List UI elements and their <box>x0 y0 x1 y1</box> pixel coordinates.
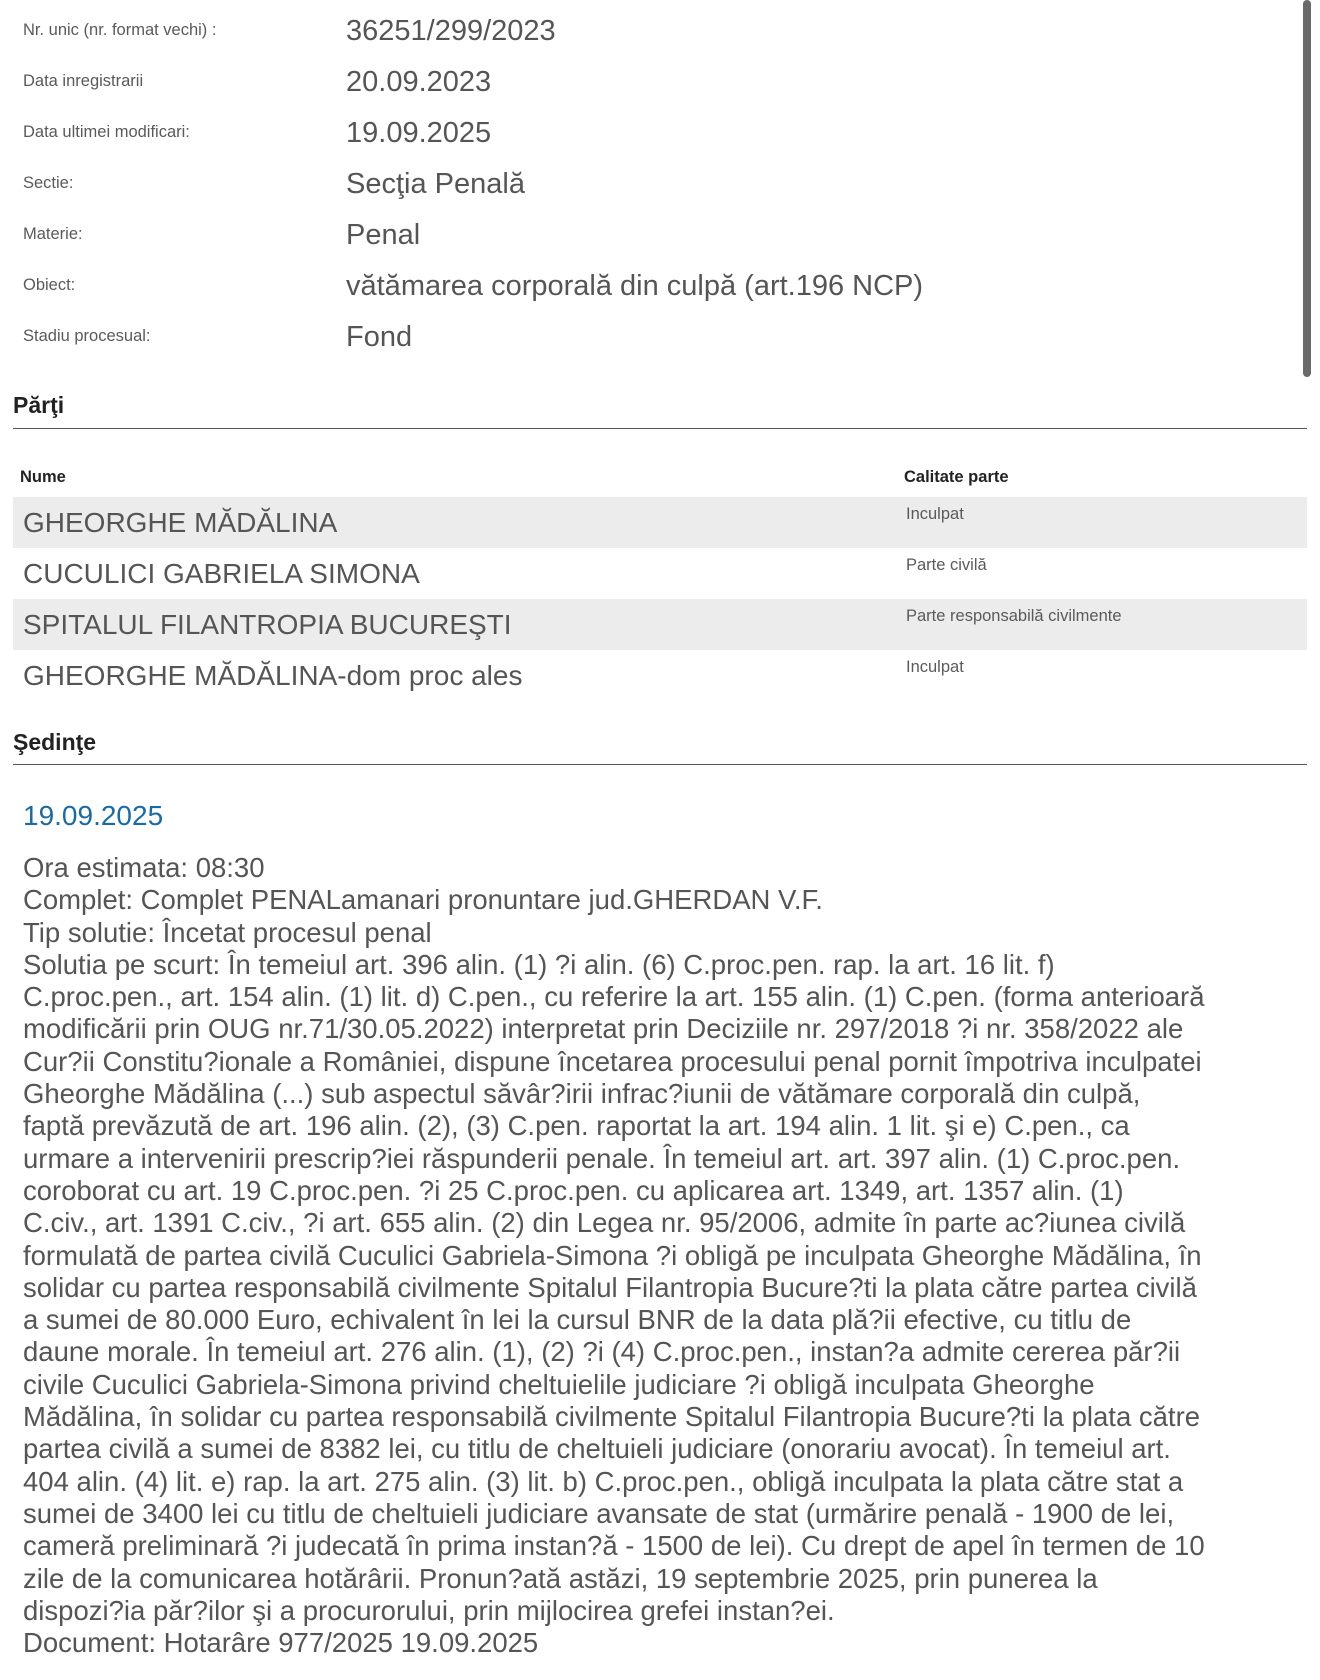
detail-row-nr-unic <box>0 15 1300 66</box>
session-line: solidar cu partea responsabilă civilmente Spitalul Filantropia Bucure?ti la plata către partea civilă <box>23 1271 1197 1303</box>
party-role: Parte civilă <box>906 556 987 574</box>
session-line: partea civilă a sumei de 8382 lei, cu titlu de cheltuieli judiciare (onorariu avocat). În temeiul art. <box>23 1433 1171 1465</box>
section-divider <box>13 428 1307 429</box>
session-line: civile Cuculici Gabriela-Simona privind cheltuielile judiciare ?i obligă inculpata Gheorghe <box>23 1368 1095 1400</box>
session-line: Ora estimata: 08:30 <box>23 852 265 883</box>
detail-value: 20.09.2023 <box>346 66 492 98</box>
section-divider <box>13 764 1307 765</box>
session-line: Complet: Complet PENALamanari pronuntare jud.GHERDAN V.F. <box>23 884 823 916</box>
detail-row-data-modificari <box>0 117 1300 168</box>
party-name: GHEORGHE MĂDĂLINA-dom proc ales <box>23 660 523 691</box>
detail-value: 36251/299/2023 <box>346 15 556 47</box>
session-line: 404 alin. (4) lit. e) rap. la art. 275 alin. (3) lit. b) C.proc.pen., obligă inculpata la plata către stat a <box>23 1465 1184 1497</box>
detail-row-data-inregistrarii <box>0 66 1300 117</box>
session-line: C.civ., art. 1391 C.civ., ?i art. 655 alin. (2) din Legea nr. 95/2006, admite în parte ac?iunea civilă <box>23 1207 1186 1239</box>
detail-label: Sectie: <box>23 174 74 192</box>
session-line: Cur?ii Constitu?ionale a României, dispune încetarea procesului penal pornit împotriva inculpatei <box>23 1045 1202 1077</box>
detail-row-obiect <box>0 270 1300 321</box>
detail-value: vătămarea corporală din culpă (art.196 NCP) <box>346 270 924 302</box>
session-document[interactable]: Document: Hotarâre 977/2025 19.09.2025 <box>23 1627 539 1659</box>
scrollbar[interactable] <box>1303 0 1311 377</box>
detail-row-sectie <box>0 168 1300 219</box>
party-role: Inculpat <box>906 658 964 676</box>
session-line: Tip solutie: Încetat procesul penal <box>23 916 432 948</box>
party-name: GHEORGHE MĂDĂLINA <box>23 507 338 538</box>
session-line: Gheorghe Mădălina (...) sub aspectul săvâr?irii infrac?iunii de vătămare corporală din culpă, <box>23 1078 1141 1110</box>
session-line: zile de la comunicarea hotărârii. Pronun?ată astăzi, 19 septembrie 2025, prin punerea la <box>23 1562 1098 1594</box>
session-line: a sumei de 80.000 Euro, echivalent în lei la cursul BNR de la data plă?ii efective, cu titlu de <box>23 1304 1132 1336</box>
session-date: 19.09.2025 <box>23 800 164 831</box>
party-role: Parte responsabilă civilmente <box>906 607 1122 625</box>
session-line: dispozi?ia păr?ilor şi a procurorului, prin mijlocirea grefei instan?ei. <box>23 1594 835 1626</box>
parti-section-title: Părţi <box>13 392 65 418</box>
session-line: Mădălina, în solidar cu partea responsabilă civilmente Spitalul Filantropia Bucure?ti la plata către <box>23 1401 1201 1433</box>
detail-label: Nr. unic (nr. format vechi) : <box>23 21 217 39</box>
detail-label: Data ultimei modificari: <box>23 123 190 141</box>
party-role: Inculpat <box>906 505 964 523</box>
detail-label: Data inregistrarii <box>23 72 144 90</box>
sedinte-section-title: Şedinţe <box>13 729 97 755</box>
session-line: modificării prin OUG nr.71/30.05.2022) interpretat prin Deciziile nr. 297/2018 ?i nr. 358/2022 ale <box>23 1013 1184 1045</box>
session-line: formulată de partea civilă Cuculici Gabriela-Simona ?i obligă pe inculpata Gheorghe Mădălina, în <box>23 1239 1202 1271</box>
session-line: faptă prevăzută de art. 196 alin. (2), (3) C.pen. raportat la art. 194 alin. 1 lit. şi e) C.pen., ca <box>23 1110 1130 1142</box>
party-name: CUCULICI GABRIELA SIMONA <box>23 558 420 589</box>
detail-value: 19.09.2025 <box>346 117 492 149</box>
detail-row-materie <box>0 219 1300 270</box>
session-line: coroborat cu art. 19 C.proc.pen. ?i 25 C.proc.pen. cu aplicarea art. 1349, art. 1357 alin. (1) <box>23 1174 1124 1206</box>
table-row <box>13 548 1307 599</box>
session-details <box>23 852 1313 1659</box>
table-row <box>13 599 1307 650</box>
detail-label: Stadiu procesual: <box>23 327 151 345</box>
session-line: urmare a intervenirii prescrip?iei răspunderii penale. În temeiul art. art. 397 alin. (1) C.proc.pen. <box>23 1142 1181 1174</box>
session-line: C.proc.pen., art. 154 alin. (1) lit. d) C.pen., cu referire la art. 155 alin. (1) C.pen. (forma anterioară <box>23 981 1205 1013</box>
detail-value: Secţia Penală <box>346 168 525 200</box>
table-row <box>13 497 1307 548</box>
detail-value: Penal <box>346 219 421 251</box>
table-row <box>13 650 1307 701</box>
session-line: Solutia pe scurt: În temeiul art. 396 alin. (1) ?i alin. (6) C.proc.pen. rap. la art. 16 lit. f) <box>23 948 1055 980</box>
session-line: daune morale. În temeiul art. 276 alin. (1), (2) ?i (4) C.proc.pen., instan?a admite cererea păr?ii <box>23 1336 1181 1368</box>
column-header-nume: Nume <box>20 468 66 486</box>
detail-value: Fond <box>346 321 413 353</box>
detail-label: Obiect: <box>23 276 76 294</box>
column-header-calitate: Calitate parte <box>904 468 1009 486</box>
detail-row-stadiu <box>0 321 1300 372</box>
session-line: sumei de 3400 lei cu titlu de cheltuieli judiciare avansate de stat (urmărire penală - 1900 de lei, <box>23 1497 1175 1529</box>
detail-label: Materie: <box>23 225 83 243</box>
session-line: cameră preliminară ?i judecată în prima instan?ă - 1500 de lei). Cu drept de apel în termen de 10 <box>23 1530 1205 1562</box>
party-name: SPITALUL FILANTROPIA BUCUREŞTI <box>23 609 512 640</box>
